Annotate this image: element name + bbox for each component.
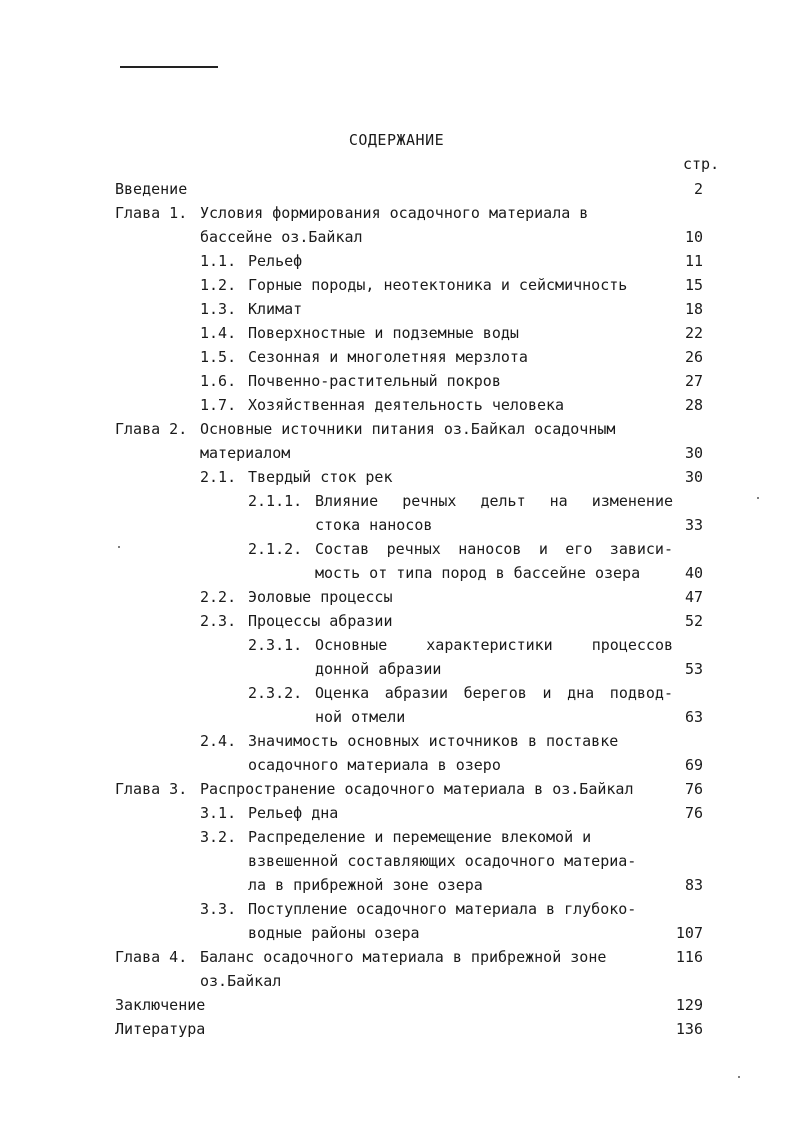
toc-entry-chapter-2 [0,417,793,465]
toc-entry-text: Значимость основных источников в поставке [248,732,619,750]
table-of-contents [0,177,793,1041]
toc-entry-2-2 [0,585,793,609]
toc-entry-text-cont: донной абразии [315,660,442,678]
toc-entry-page: 136 [675,1020,703,1038]
toc-entry-page: 76 [684,804,703,822]
toc-entry-text: Процессы абразии [248,612,393,630]
toc-entry-text-cont: стока наносов [315,516,433,534]
toc-entry-page: 76 [684,780,703,798]
toc-entry-text: Горные породы, неотектоника и сейсмичность [248,276,628,294]
toc-entry-number: 2.4. [200,732,237,750]
toc-entry-number: 3.2. [200,828,237,846]
toc-entry-page: 116 [675,948,703,966]
toc-entry-page: 129 [675,996,703,1014]
page-column-label: стр. [683,155,720,173]
toc-entry-page: 69 [684,756,703,774]
toc-entry-text: Баланс осадочного материала в прибрежной зоне [200,948,607,966]
toc-entry-number: 1.7. [200,396,237,414]
toc-entry-number: 3.1. [200,804,237,822]
toc-entry-page: 30 [684,444,703,462]
toc-entry-page: 107 [675,924,703,942]
toc-entry-intro [0,177,793,201]
toc-entry-2-1 [0,465,793,489]
toc-entry-page: 15 [684,276,703,294]
toc-entry-page: 63 [684,708,703,726]
toc-entry-2-4 [0,729,793,777]
toc-entry-number: Глава 4. [115,948,188,966]
toc-entry-text: Основные источники питания оз.Байкал осадочным [200,420,616,438]
toc-entry-1-2 [0,273,793,297]
toc-entry-page: 52 [684,612,703,630]
toc-entry-text-cont: бассейне оз.Байкал [200,228,363,246]
toc-entry-references [0,1017,793,1041]
toc-entry-page: 2 [693,180,703,198]
toc-entry-number: 2.2. [200,588,237,606]
toc-entry-number: 1.2. [200,276,237,294]
toc-entry-text: Влияние речных дельт на изменение [315,492,673,510]
toc-entry-number: 1.4. [200,324,237,342]
toc-entry-text-cont: взвешенной составляющих осадочного материа- [248,852,637,870]
toc-entry-2-3-2 [0,681,793,729]
toc-entry-page: 40 [684,564,703,582]
toc-entry-number: Глава 3. [115,780,188,798]
toc-entry-text: Климат [248,300,303,318]
toc-entry-text-cont: ной отмели [315,708,406,726]
toc-entry-3-1 [0,801,793,825]
toc-entry-1-5 [0,345,793,369]
toc-entry-text-cont: оз.Байкал [200,972,282,990]
toc-entry-text: Состав речных наносов и его зависи- [315,540,673,558]
toc-entry-conclusion [0,993,793,1017]
toc-entry-page: 26 [684,348,703,366]
toc-entry-page: 28 [684,396,703,414]
toc-entry-3-3 [0,897,793,945]
toc-entry-2-3 [0,609,793,633]
toc-entry-1-4 [0,321,793,345]
toc-entry-number: 1.5. [200,348,237,366]
toc-entry-page: 18 [684,300,703,318]
toc-entry-page: 27 [684,372,703,390]
toc-entry-page: 11 [684,252,703,270]
toc-entry-1-6 [0,369,793,393]
toc-entry-1-1 [0,249,793,273]
toc-entry-number: 2.1. [200,468,237,486]
toc-entry-text: Основные характеристики процессов [315,636,673,654]
toc-entry-number: 1.6. [200,372,237,390]
toc-entry-text-cont: водные районы озера [248,924,420,942]
toc-entry-text: Рельеф [248,252,303,270]
toc-entry-number: 2.3.2. [248,684,303,702]
toc-entry-text: Твердый сток рек [248,468,393,486]
toc-entry-text-cont: ла в прибрежной зоне озера [248,876,483,894]
toc-entry-text-cont: материалом [200,444,291,462]
toc-entry-1-7 [0,393,793,417]
toc-entry-page: 83 [684,876,703,894]
toc-entry-text: Введение [115,180,188,198]
toc-entry-text-cont: мость от типа пород в бассейне озера [315,564,641,582]
toc-entry-page: 10 [684,228,703,246]
toc-entry-chapter-4 [0,945,793,993]
toc-entry-text: Эоловые процессы [248,588,393,606]
toc-entry-text: Поступление осадочного материала в глубоко- [248,900,637,918]
toc-entry-text: Заключение [115,996,206,1014]
page-title: СОДЕРЖАНИЕ [348,131,445,149]
top-rule [120,66,218,68]
toc-entry-number: 2.3.1. [248,636,303,654]
toc-entry-text: Почвенно-растительный покров [248,372,501,390]
toc-entry-number: Глава 2. [115,420,188,438]
toc-entry-number: 2.1.2. [248,540,303,558]
scan-speck [757,497,759,499]
toc-entry-text: Условия формирования осадочного материала в [200,204,589,222]
toc-entry-number: Глава 1. [115,204,188,222]
scan-speck [118,546,120,548]
toc-entry-text: Распределение и перемещение влекомой и [248,828,592,846]
toc-entry-text-cont: осадочного материала в озеро [248,756,501,774]
toc-entry-1-3 [0,297,793,321]
toc-entry-page: 22 [684,324,703,342]
toc-entry-text: Поверхностные и подземные воды [248,324,519,342]
toc-entry-text: Сезонная и многолетняя мерзлота [248,348,528,366]
toc-entry-text: Распространение осадочного материала в оз.Байкал [200,780,634,798]
toc-entry-2-1-2 [0,537,793,585]
scan-speck [738,1076,740,1078]
toc-entry-2-3-1 [0,633,793,681]
toc-entry-number: 2.3. [200,612,237,630]
toc-entry-chapter-1 [0,201,793,249]
toc-entry-text: Хозяйственная деятельность человека [248,396,565,414]
toc-entry-page: 33 [684,516,703,534]
toc-entry-number: 1.3. [200,300,237,318]
toc-entry-text: Оценка абразии берегов и дна подвод- [315,684,673,702]
toc-entry-number: 2.1.1. [248,492,303,510]
toc-entry-3-2 [0,825,793,897]
toc-entry-2-1-1 [0,489,793,537]
toc-entry-page: 47 [684,588,703,606]
toc-entry-page: 30 [684,468,703,486]
toc-entry-text: Литература [115,1020,206,1038]
toc-entry-number: 3.3. [200,900,237,918]
toc-entry-text: Рельеф дна [248,804,339,822]
toc-entry-page: 53 [684,660,703,678]
toc-entry-chapter-3 [0,777,793,801]
toc-entry-number: 1.1. [200,252,237,270]
